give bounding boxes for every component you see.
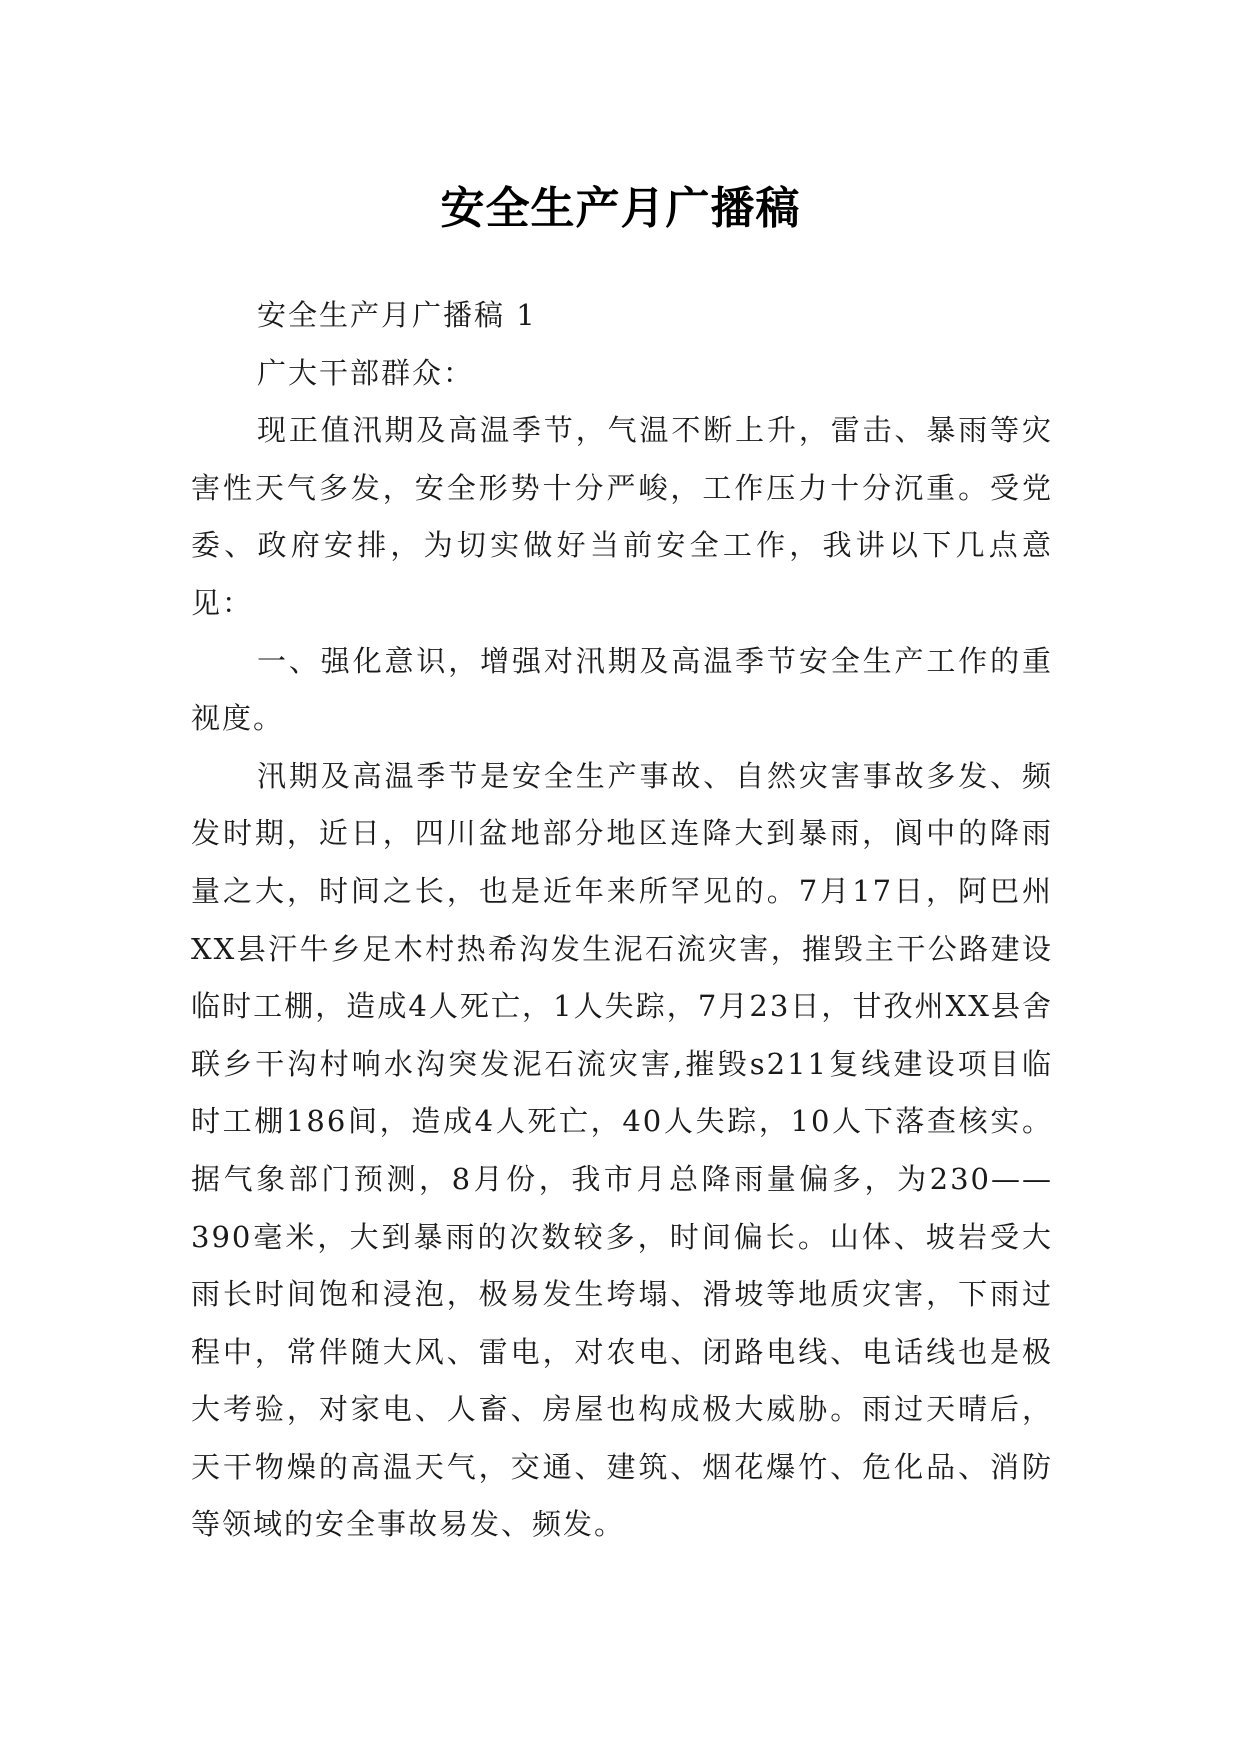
body-paragraph: 现正值汛期及高温季节，气温不断上升，雷击、暴雨等灾害性天气多发，安全形势十分严峻，工作压力十分沉重。受党委、政府安排，为切实做好当前安全工作，我讲以下几点意见： [191,413,1053,620]
document-body [191,287,1053,1554]
salutation: 广大干部群众： [257,355,475,390]
point-heading: 一、强化意识，增强对汛期及高温季节安全生产工作的重视度。 [191,643,1053,736]
body-paragraph: 汛期及高温季节是安全生产事故、自然灾害事故多发、频发时期，近日，四川盆地部分地区连降大到暴雨，阆中的降雨量之大，时间之长，也是近年来所罕见的。7月17日，阿巴州XX县汗牛乡足木村热希沟发生泥石流灾害，摧毁主干公路建设临时工棚，造成4人死亡，1人失踪，7月23日，甘孜州XX县舍联乡干沟村响水沟突发泥石流灾害,摧毁s211复线建设项目临时工棚186间，造成4人死亡，40人失踪，10人下落查核实。据气象部门预测，8月份，我市月总降雨量偏多，为230——390毫米，大到暴雨的次数较多，时间偏长。山体、坡岩受大雨长时间饱和浸泡，极易发生垮塌、滑坡等地质灾害，下雨过程中，常伴随大风、雷电，对农电、闭路电线、电话线也是极大考验，对家电、人畜、房屋也构成极大威胁。雨过天晴后，天干物燥的高温天气，交通、建筑、烟花爆竹、危化品、消防等领域的安全事故易发、频发。 [191,758,1053,1542]
document-title: 安全生产月广播稿 [440,183,801,235]
section-heading: 安全生产月广播稿 1 [257,298,537,332]
